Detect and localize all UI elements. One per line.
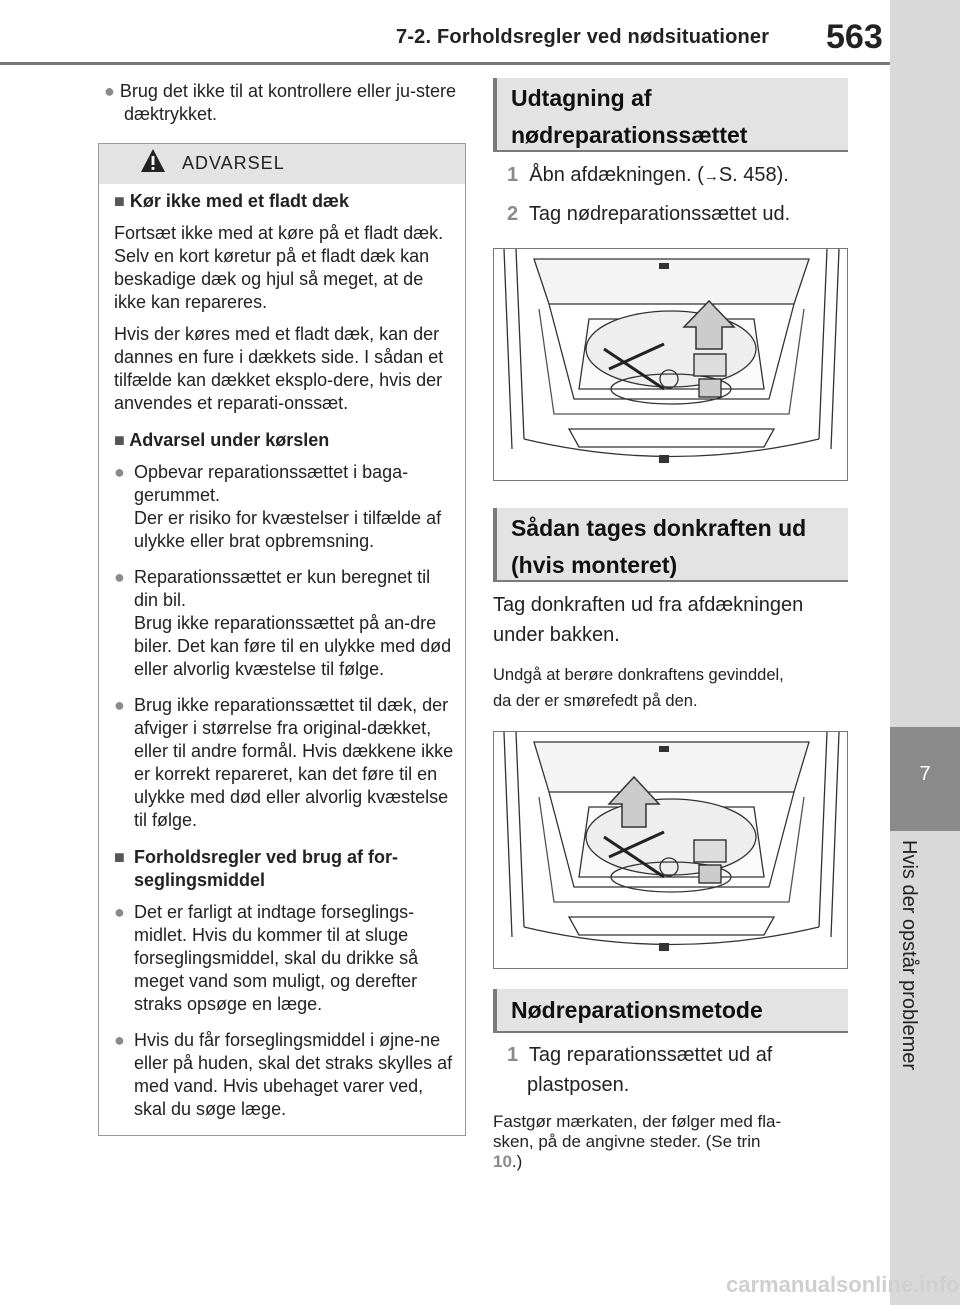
warning-paragraph: Fortsæt ikke med at køre på et fladt dæk. Selv en kort køretur på et fladt dæk kan beskadige dæk og hjul så meget, at de ikke kan repareres. [114,223,444,312]
trunk-drawing [494,249,848,481]
metode-note-line: Fastgør mærkaten, der følger med fla- [493,1112,782,1131]
square-bullet-icon: ■ [114,430,125,450]
bullet-icon: ● [114,462,125,482]
trunk-illustration-repair-kit [493,248,848,481]
bullet-icon: ● [114,1030,125,1050]
donkraft-note-line: Undgå at berøre donkraftens gevinddel, [493,666,784,684]
step-number: 1 [507,1044,519,1066]
section-header-metode [493,989,848,1033]
section-header-udtagning [493,78,848,152]
step-1-metode: 1 Tag reparationssættet ud af [507,1044,773,1066]
warning-label: ADVARSEL [182,153,285,173]
warning-bullet: ● Brug ikke reparationssættet til dæk, der afviger i størrelse fra original-dækket, eller til andre formål. Hvis dækkene ikke er korrekt repareret, kan det føre til en ulykke med død eller alvorlig kvæstelse til følge. [114,695,454,830]
square-bullet-icon: ■ [114,191,125,211]
bullet-icon: ● [114,902,125,922]
warning-bullet: ● Det er farligt at indtage forseglings-midlet. Hvis du kommer til at sluge forseglingsmiddel, skal du drikke så meget vand som muligt, og derefter straks opsøge en læge. [114,902,419,1014]
square-bullet-icon: ■ [114,847,125,867]
section-header-donkraft [493,508,848,582]
warning-bullet: ● Reparationssættet er kun beregnet til din bil. Brug ikke reparationssættet på an-dre biler. Det kan føre til en ulykke med død eller alvorlig kvæstelse til følge. [114,567,452,679]
warning-heading: ■ Forholdsregler ved brug af for-seglingsmiddel [114,847,399,890]
donkraft-note-line: da der er smørefedt på den. [493,692,698,710]
section-title-line: (hvis monteret) [511,552,678,578]
warning-heading: ■ Advarsel under kørslen [114,430,330,450]
metode-note-line: sken, på de angivne steder. (Se trin [493,1132,761,1151]
metode-note-line: 10.) [493,1152,523,1171]
section-title-line: Nødreparationsmetode [511,997,763,1023]
warning-triangle-icon [140,148,166,174]
step-number: 1 [507,164,519,186]
trunk-drawing [494,732,848,969]
bullet-icon: ● [104,81,115,101]
warning-heading: ■ Kør ikke med et fladt dæk [114,191,349,211]
section-title-line: nødreparationssættet [511,122,748,148]
step-2: 2 Tag nødreparationssættet ud. [507,203,791,225]
bullet-icon: ● [114,567,125,587]
warning-paragraph: Hvis der køres med et fladt dæk, kan der dannes en fure i dækkets side. I sådan et tilfælde kan dækket eksplo-dere, hvis der anvendes et reparati-onssæt. [114,324,444,413]
step-reference: 10 [493,1152,512,1171]
donkraft-text-line: Tag donkraften ud fra afdækningen [493,594,804,616]
section-title-line: Sådan tages donkraften ud [511,515,807,541]
page-reference-link[interactable]: S. 458). [718,164,789,186]
donkraft-text-line: under bakken. [493,624,620,646]
header-rule [0,62,890,65]
warning-content [114,190,454,1121]
chapter-number: 7 [919,763,931,785]
arrow-right-icon: → [703,168,719,185]
watermark: carmanualsonline.info [726,1272,960,1297]
trunk-illustration-jack [493,731,848,969]
page-number: 563 [826,18,883,56]
intro-text: Brug det ikke til at kontrollere eller ju-stere dæktrykket. [119,81,457,124]
chapter-title: Hvis der opstår problemer [898,840,920,1071]
chapter-title-vertical [893,840,933,1110]
section-title-line: Udtagning af [511,85,652,111]
step-number: 2 [507,203,519,225]
step-1: 1 Åbn afdækningen. (→S. 458). [507,164,789,186]
bullet-icon: ● [114,695,125,715]
step-1-metode-line2: plastposen. [527,1074,630,1096]
warning-bullet: ● Hvis du får forseglingsmiddel i øjne-ne eller på huden, skal det straks skylles af med vand. Hvis ubehaget varer ved, skal du søge læge. [114,1030,453,1119]
intro-bullet [104,80,466,126]
warning-bullet: ● Opbevar reparationssættet i baga-gerummet. Der er risiko for kvæstelser i tilfælde af ulykke eller brat opbremsning. [114,462,442,551]
section-title: 7-2. Forholdsregler ved nødsituationer [396,26,770,48]
